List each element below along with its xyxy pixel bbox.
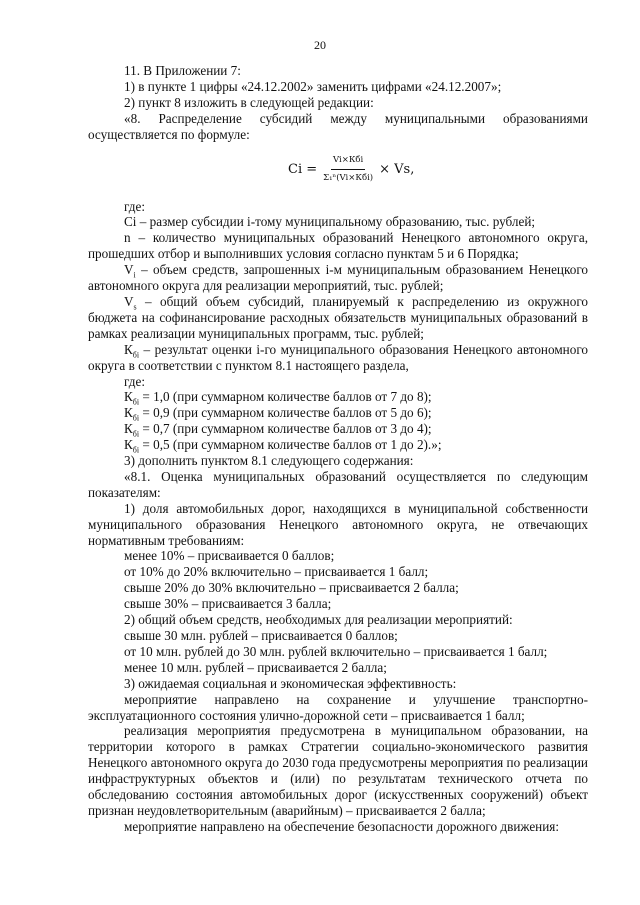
k-subscript: бi	[132, 429, 140, 439]
criterion-1-item: от 10% до 20% включительно – присваивается 1 балл;	[124, 564, 429, 580]
clause-8-1-heading: «8.1. Оценка муниципальных образований осуществляется по следующим показателям:	[88, 468, 588, 500]
criterion-2-item: менее 10 млн. рублей – присваивается 2 балла;	[124, 659, 387, 675]
amendment-heading: 11. В Приложении 7:	[124, 63, 241, 78]
k-value-text: = 0,9 (при суммарном количестве баллов от 5 до 6);	[139, 405, 432, 421]
criterion-3-item: мероприятие направлено на обеспечение безопасности дорожного движения:	[124, 818, 560, 834]
k-value-text: = 0,7 (при суммарном количестве баллов от 3 до 4);	[139, 421, 432, 437]
where-label-2: где:	[124, 373, 145, 389]
k-value-text: = 1,0 (при суммарном количестве баллов от 7 до 8);	[139, 389, 432, 405]
kbi-symbol: К	[124, 341, 133, 357]
criterion-2-item: от 10 млн. рублей до 30 млн. рублей включительно – присваивается 1 балл;	[124, 643, 548, 659]
formula-block	[88, 145, 588, 195]
definition-ci: Ci – размер субсидии i-тому муниципальному образованию, тыс. рублей;	[124, 214, 536, 230]
k-symbol: К	[124, 437, 133, 453]
formula-denominator: Σ₁ⁿ(Vi×Кбi)	[323, 173, 374, 184]
k-value-4	[88, 437, 588, 453]
vs-text: – общий объем субсидий, планируемый к распределению из окружного бюджета на софинансирование расходных обязательств муниципальных образований в рамках реализации муниципальных программ, тыс. рублей;	[88, 293, 588, 341]
criterion-1-title: 1) доля автомобильных дорог, находящихся в муниципальной собственности муниципального образования Ненецкого автономного округа, не отвечающих нормативным требованиям:	[88, 500, 588, 548]
k-symbol: К	[124, 421, 133, 437]
definition-n: n – количество муниципальных образований Ненецкого автономного округа, прошедших отбор и выполнивших условия согласно пунктам 5 и 6 Порядка;	[88, 230, 588, 262]
criterion-1-item: менее 10% – присваивается 0 баллов;	[124, 548, 335, 564]
clause-8-text: «8. Распределение субсидий между муниципальными образованиями осуществляется по формуле:	[88, 110, 588, 142]
k-value-text: = 0,5 (при суммарном количестве баллов от 1 до 2).»;	[139, 437, 442, 453]
k-symbol: К	[124, 405, 133, 421]
vs-subscript: s	[133, 302, 137, 312]
k-value-1	[88, 389, 588, 408]
criterion-3-title: 3) ожидаемая социальная и экономическая эффективность:	[124, 675, 457, 691]
vi-subscript: i	[133, 270, 136, 280]
k-subscript: бi	[132, 445, 140, 455]
amendment-item-2: 2) пункт 8 изложить в следующей редакции:	[124, 94, 374, 110]
subsidy-formula	[288, 153, 414, 188]
amendment-item-1: 1) в пункте 1 цифры «24.12.2002» заменить цифрами «24.12.2007»;	[124, 78, 502, 94]
k-value-2	[88, 405, 588, 421]
where-label: где:	[124, 198, 145, 214]
definition-vs	[88, 294, 588, 342]
k-subscript: бi	[132, 398, 140, 408]
amendment-item-3: 3) дополнить пунктом 8.1 следующего содержания:	[124, 453, 414, 469]
vs-symbol: V	[124, 293, 134, 309]
k-value-3	[88, 421, 588, 437]
formula-numerator: Vi×Кбi	[331, 153, 365, 171]
formula-fraction	[321, 153, 375, 188]
vi-symbol: V	[124, 262, 134, 278]
criterion-2-item: свыше 30 млн. рублей – присваивается 0 баллов;	[124, 628, 398, 643]
vi-text: – объем средств, запрошенных i-м муниципальным образованием Ненецкого автономного округа для реализации мероприятий, тыс. рублей;	[88, 262, 588, 294]
document-body	[88, 63, 588, 835]
formula-rhs: × Vs,	[379, 161, 415, 177]
criterion-1-item: свыше 30% – присваивается 3 балла;	[124, 596, 332, 612]
kbi-subscript: бi	[132, 350, 140, 360]
k-subscript: бi	[132, 413, 140, 423]
definition-vi	[88, 262, 588, 294]
definition-kbi	[88, 342, 588, 374]
kbi-text: – результат оценки i-го муниципального образования Ненецкого автономного округа в соответствии с пунктом 8.1 настоящего раздела,	[88, 341, 588, 373]
criterion-2-title: 2) общий объем средств, необходимых для реализации мероприятий:	[124, 612, 513, 628]
k-symbol: К	[124, 389, 133, 405]
criterion-3-item: реализация мероприятия предусмотрена в муниципальном образовании, на территории которого в рамках Стратегии социально-экономического развития Ненецкого автономного округа до 2030 года предусмотрены мероприятия по реализации инфраструктурных объектов и (или) по результатам технического отчета по обследованию состояния автомобильных дорог (искусственных сооружений) объект признан неудовлетворительным (аварийным) – присваивается 2 балла;	[88, 723, 588, 818]
page-number: 20	[314, 38, 326, 52]
formula-lhs: Ci =	[288, 161, 318, 177]
criterion-1-item: свыше 20% до 30% включительно – присваивается 2 балла;	[124, 580, 459, 596]
criterion-3-item: мероприятие направлено на сохранение и улучшение транспортно-эксплуатационного состояния улично-дорожной сети – присваивается 1 балл;	[88, 691, 588, 723]
